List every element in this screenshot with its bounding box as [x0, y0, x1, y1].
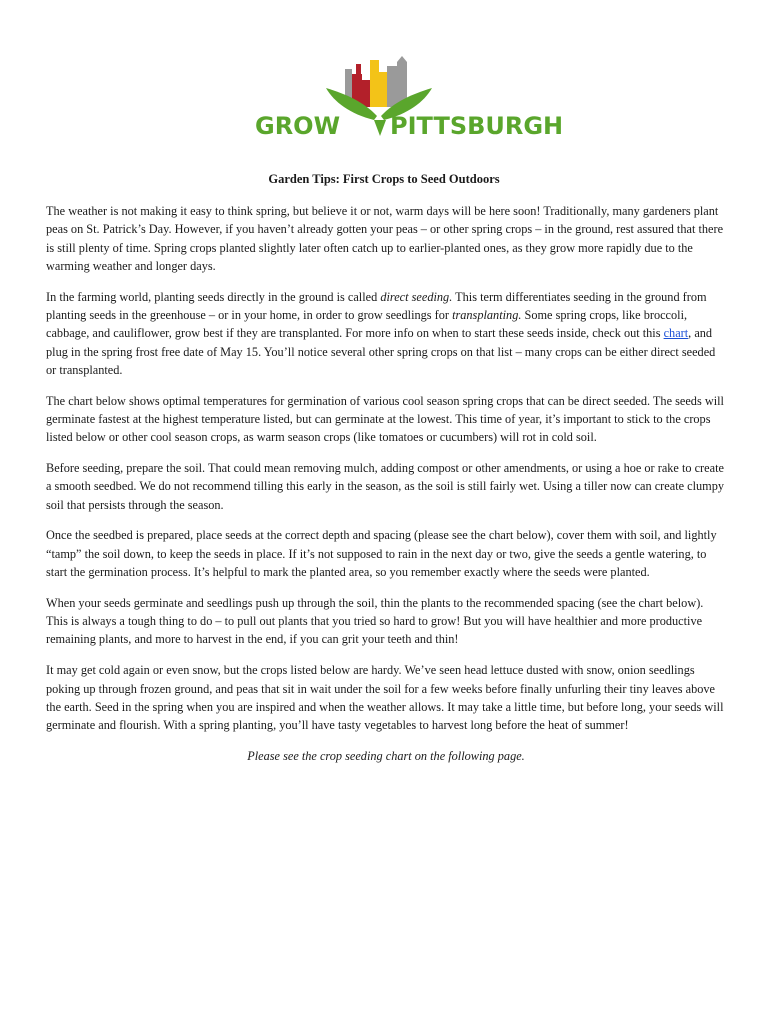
sprout-stem-shape [374, 120, 386, 136]
skyline-red-building [362, 80, 370, 107]
skyline-red-spire [356, 64, 361, 76]
grow-pittsburgh-logo [250, 52, 564, 147]
logo-word-pittsburgh: PITTSBURGH [390, 112, 564, 140]
paragraph-2-text-c: Some spring crops, like broccoli, cabbage, and cauliflower, grow best if they are transplanted. For more info on when to start these seeds inside, check out this [46, 307, 688, 341]
paragraph-7: It may get cold again or even snow, but the crops listed below are hardy. We’ve seen head lettuce dusted with snow, onion seedlings poking up through frozen ground, and peas that sit in wait under the soil for a few weeks before finally unfurling their tiny leaves above the earth. Seed in the spring when you are inspired and when the weather allows. It may take a little time, but before long, your seeds will germinate and flourish. With a spring planting, you’ll have tasty vegetables to harvest long before the heat of summer! [46, 663, 724, 733]
paragraph-2-text-a: In the farming world, planting seeds directly in the ground is called [46, 289, 381, 304]
skyline-yellow-building [379, 72, 387, 107]
logo-graphic [250, 52, 564, 147]
emphasis-transplanting: transplanting. [452, 307, 522, 322]
paragraph-4: Before seeding, prepare the soil. That could mean removing mulch, adding compost or other amendments, or using a hoe or rake to create a smooth seedbed. We do not recommend tilling this early in the season, as the soil is still fairly wet. Using a tiller now can create clumpy soil that persists through the season. [46, 461, 725, 512]
closing-note: Please see the crop seeding chart on the following page. [247, 748, 525, 763]
paragraph-2-text-b: This term differentiates seeding in the ground from planting seeds in the greenhouse – or in your home, in order to grow seedlings for [46, 289, 707, 322]
skyline-yellow-tower [370, 60, 379, 107]
article-body [46, 202, 726, 778]
paragraph-2 [46, 288, 726, 379]
emphasis-direct-seeding: direct seeding. [380, 289, 453, 304]
skyline-gray-building [387, 66, 397, 107]
chart-link[interactable]: chart [663, 326, 689, 341]
paragraph-2-text-d: , and plug in the spring frost free date of May 15. You’ll notice several other spring crops on that list – many crops can be either direct seeded or transplanted. [46, 326, 716, 377]
paragraph-3: The chart below shows optimal temperatures for germination of various cool season spring crops that can be direct seeded. The seeds will germinate fastest at the highest temperature listed, but can germinate at the lowest. This time of year, it’s important to stick to the crops listed below or other cool season crops, as warm season crops (like tomatoes or cucumbers) will rot in cold soil. [46, 393, 724, 445]
paragraph-6: When your seeds germinate and seedlings push up through the soil, thin the plants to the recommended spacing (see the chart below). This is always a tough thing to do – to pull out plants that you tried so hard to grow! But you will have healthier and more productive remaining plants, and more to harvest in the end, if you can grit your teeth and thin! [46, 595, 704, 647]
paragraph-5: Once the seedbed is prepared, place seeds at the correct depth and spacing (please see the chart below), cover them with soil, and lightly “tamp” the soil down, to keep the seeds in place. If it’s not supposed to rain in the next day or two, give the seeds a gentle watering, to start the germination process. It’s helpful to mark the planted area, so you remember exactly where the seeds were planted. [46, 528, 717, 580]
logo-word-grow: GROW [255, 112, 341, 140]
page-title: Garden Tips: First Crops to Seed Outdoors [268, 172, 500, 186]
paragraph-1: The weather is not making it easy to think spring, but believe it or not, warm days will be here soon! Traditionally, many gardeners plant peas on St. Patrick’s Day. However, if you haven’t already gotten your peas – or other spring crops – in the ground, rest assured that there is still plenty of time. Spring crops planted slightly later often catch up to earlier-planted ones, as they grow more rapidly due to the warming weather and longer days. [46, 204, 724, 273]
